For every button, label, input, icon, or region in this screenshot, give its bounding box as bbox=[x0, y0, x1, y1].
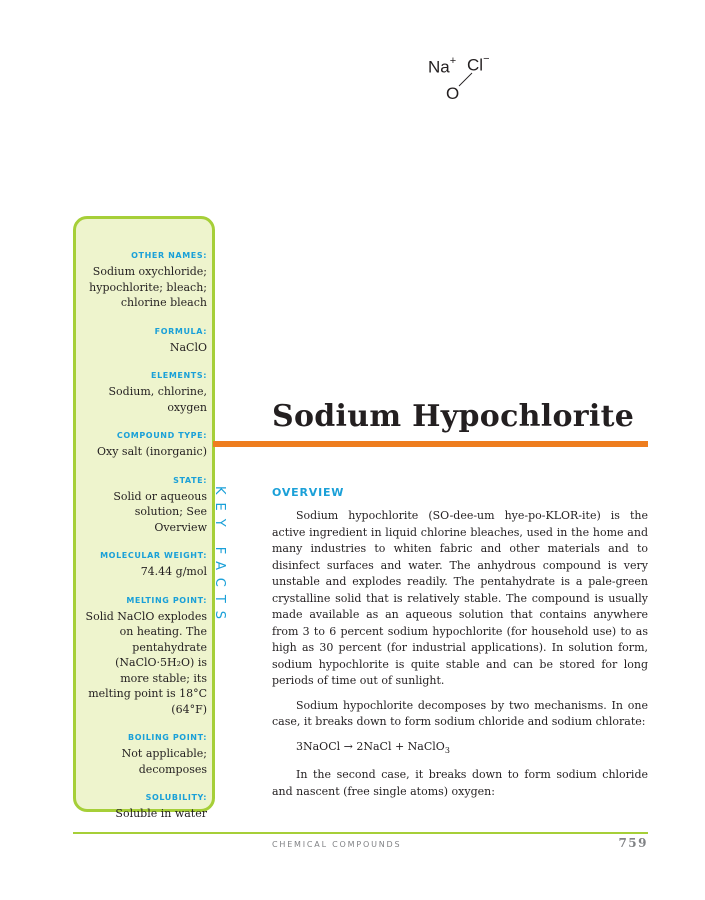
fact-value: NaClO bbox=[169, 340, 207, 354]
fact-value: Not applicable; decomposes bbox=[121, 747, 207, 776]
footer-label: CHEMICAL COMPOUNDS bbox=[272, 840, 402, 849]
sodium-ion: Na+ bbox=[428, 55, 457, 77]
chlorine-ion: Cl− bbox=[467, 53, 490, 75]
fact-value: Oxy salt (inorganic) bbox=[97, 445, 207, 458]
page-title: Sodium Hypochlorite bbox=[272, 399, 635, 434]
key-facts-tab-label: KEY FACTS bbox=[212, 486, 227, 628]
title-rule bbox=[213, 441, 648, 447]
fact-label: OTHER NAMES: bbox=[131, 251, 207, 260]
fact-value: Solid or aqueous solution; See Overview bbox=[113, 489, 207, 534]
oxygen-atom: O bbox=[446, 84, 460, 103]
fact-label: COMPOUND TYPE: bbox=[116, 431, 207, 440]
overview-paragraph-2: Sodium hypochlorite decomposes by two mechanisms. In one case, it breaks down to form sodium chloride and sodium chlorate: bbox=[272, 698, 648, 728]
key-facts-list bbox=[84, 251, 207, 838]
fact-label: STATE: bbox=[173, 475, 207, 485]
page-number: 759 bbox=[618, 836, 648, 850]
overview-paragraph-3: In the second case, it breaks down to form sodium chloride and nascent (free single atoms) oxygen: bbox=[272, 768, 648, 798]
overview-heading: OVERVIEW bbox=[272, 486, 345, 499]
key-facts-panel bbox=[73, 216, 215, 820]
fact-label: BOILING POINT: bbox=[128, 733, 207, 742]
fact-value: Sodium, chlorine, oxygen bbox=[108, 385, 207, 414]
fact-value: 74.44 g/mol bbox=[140, 565, 207, 578]
fact-label: SOLUBILITY: bbox=[145, 793, 207, 802]
fact-label: ELEMENTS: bbox=[151, 371, 207, 380]
fact-label: MOLECULAR WEIGHT: bbox=[100, 551, 207, 560]
fact-value: Solid NaClO explodes on heating. The pentahydrate (NaClO·5H₂O) is more stable; its melting point is 18°C (64°F) bbox=[85, 609, 207, 716]
footer-rule bbox=[73, 832, 648, 834]
overview-paragraph-1: Sodium hypochlorite (SO-dee-um hye-po-KLOR-ite) is the active ingredient in liquid chlorine bleaches, used in the home and many industries to whiten fabric and other materials and to disinfect surfaces and water. The anhydrous compound is very unstable and explodes readily. The pentahydrate is a pale-green crystalline solid that is relatively stable. The compound is usually made available as an aqueous solution that contains anywhere from 3 to 6 percent sodium hypochlorite (for household use) to as high as 30 percent (for industrial applications). In solution form, sodium hypochlorite is quite stable and can be stored for long periods of time out of sunlight. bbox=[272, 509, 648, 687]
fact-label: MELTING POINT: bbox=[126, 595, 207, 605]
overview-body bbox=[272, 508, 648, 808]
decomposition-equation: 3NaOCl → 2NaCl + NaClO$_3$ bbox=[296, 739, 450, 755]
fact-value: Sodium oxychloride; hypochlorite; bleach; chlorine bleach bbox=[89, 265, 207, 309]
fact-value: Soluble in water bbox=[115, 807, 207, 820]
structural-formula bbox=[420, 52, 510, 112]
fact-label: FORMULA: bbox=[154, 326, 207, 336]
